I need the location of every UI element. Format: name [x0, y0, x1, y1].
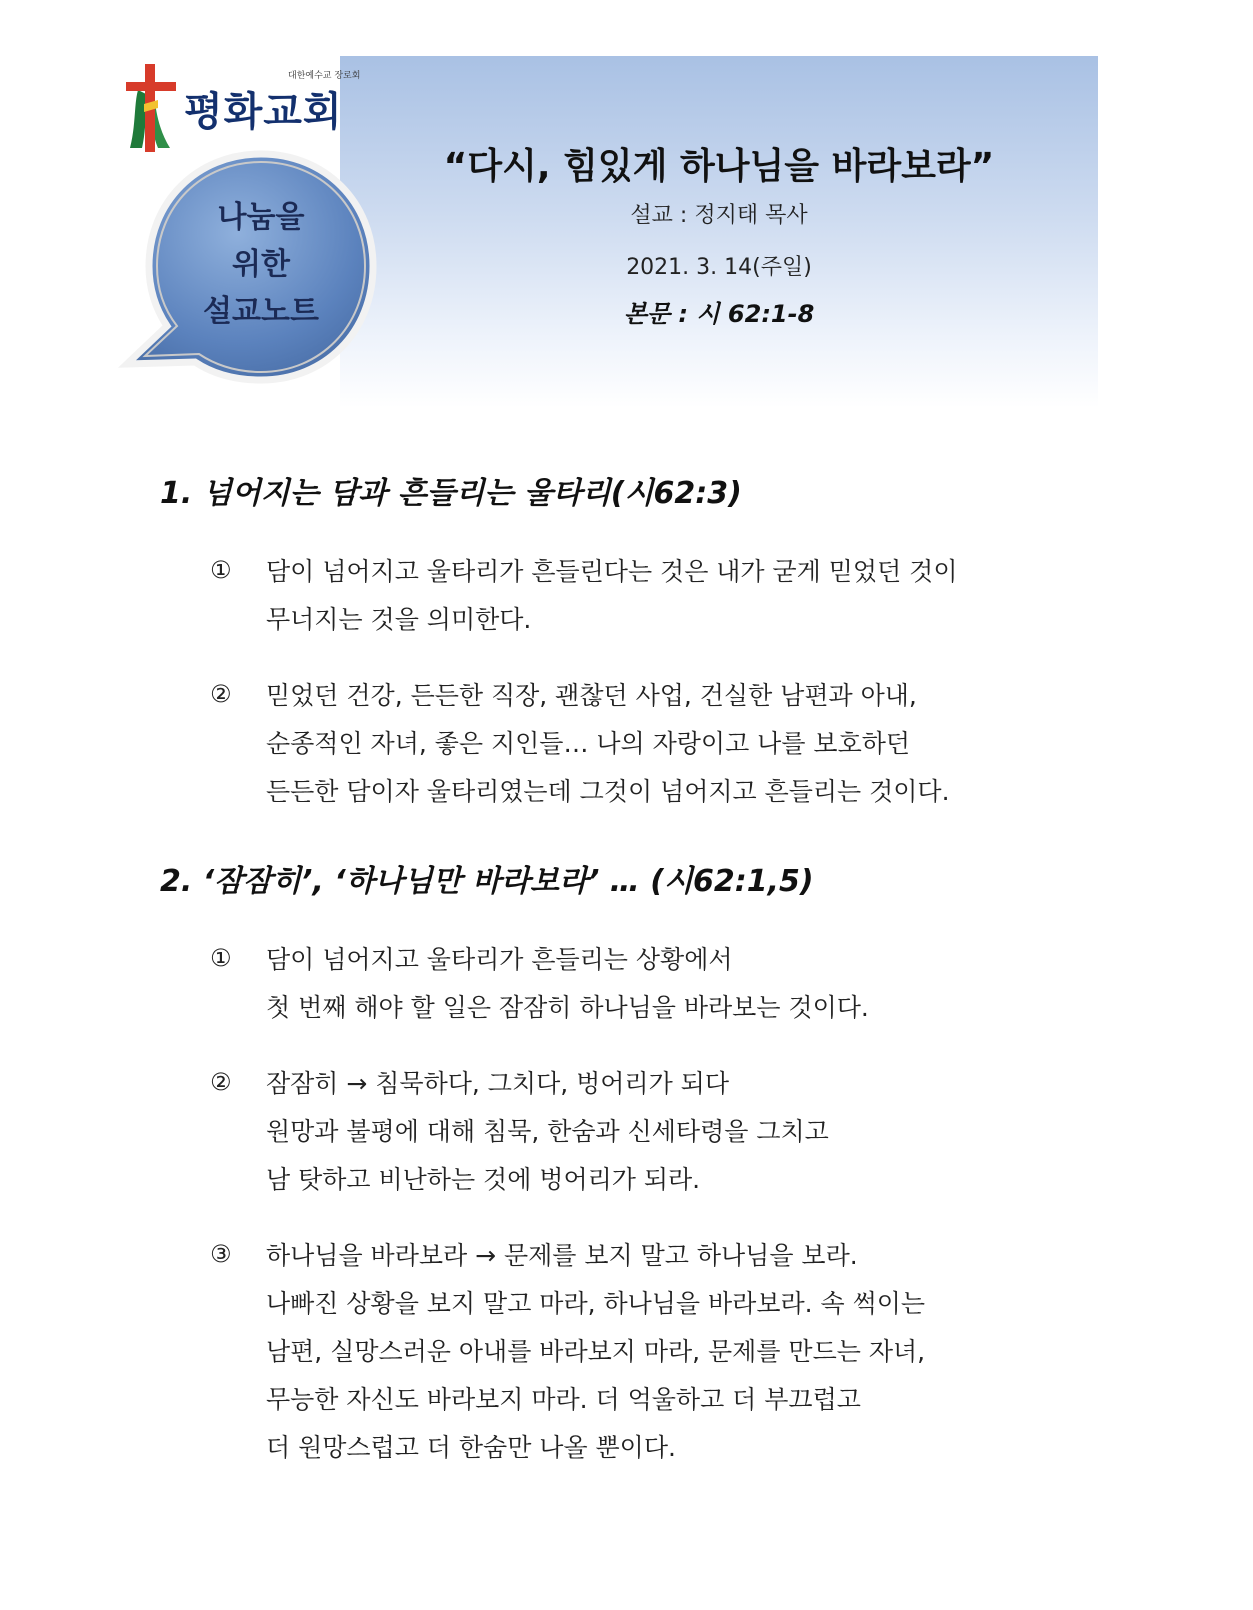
item-line: 남편, 실망스러운 아내를 바라보지 마라, 문제를 만드는 자녀, — [266, 1337, 926, 1366]
header-band — [340, 56, 1098, 408]
item-line: 순종적인 자녀, 좋은 지인들… 나의 자랑이고 나를 보호하던 — [266, 729, 911, 758]
item-line: 무능한 자신도 바라보지 마라. 더 억울하고 더 부끄럽고 — [266, 1385, 861, 1414]
item-text — [266, 936, 869, 1032]
item-line: 믿었던 건강, 든든한 직장, 괜찮던 사업, 건실한 남편과 아내, — [266, 681, 917, 710]
item-number: ① — [210, 556, 232, 584]
item-line: 담이 넘어지고 울타리가 흔들린다는 것은 내가 굳게 믿었던 것이 — [266, 557, 958, 586]
church-name: 평화교회 — [184, 89, 343, 135]
item-number: ② — [210, 1068, 232, 1096]
item-line: 나빠진 상황을 보지 말고 마라, 하나님을 바라보라. 속 썩이는 — [266, 1289, 926, 1318]
scripture-reference: 본문 : 시 62:1-8 — [623, 300, 815, 328]
item-line: 더 원망스럽고 더 한숨만 나올 뿐이다. — [266, 1433, 676, 1462]
item-line: 원망과 불평에 대해 침묵, 한숨과 신세타령을 그치고 — [266, 1117, 829, 1146]
cross-icon — [124, 64, 178, 152]
item-line: 남 탓하고 비난하는 것에 벙어리가 되라. — [266, 1165, 701, 1194]
church-logo — [124, 64, 361, 154]
item-number: ③ — [210, 1240, 232, 1268]
badge-line: 설교노트 — [203, 294, 319, 329]
item-line: 첫 번째 해야 할 일은 잠잠히 하나님을 바라보는 것이다. — [266, 993, 869, 1022]
item-number: ② — [210, 680, 232, 708]
item-line: 무너지는 것을 의미한다. — [266, 605, 532, 634]
section-heading: 2. ‘잠잠히’, ‘하나님만 바라보라’ … (시62:1,5) — [160, 864, 814, 899]
sermon-date: 2021. 3. 14(주일) — [626, 255, 812, 280]
item-text — [266, 1060, 829, 1204]
badge-line: 나눔을 — [217, 200, 305, 235]
sermon-title: “다시, 힘있게 하나님을 바라보라” — [443, 146, 995, 187]
item-line: 든든한 담이자 울타리였는데 그것이 넘어지고 흔들리는 것이다. — [266, 777, 950, 806]
item-text — [266, 672, 950, 816]
item-line: 담이 넘어지고 울타리가 흔들리는 상황에서 — [266, 945, 733, 974]
section-heading: 1. 넘어지는 담과 흔들리는 울타리(시62:3) — [160, 476, 742, 511]
item-line: 하나님을 바라보라 → 문제를 보지 말고 하나님을 보라. — [266, 1241, 858, 1270]
preacher-line: 설교 : 정지태 목사 — [630, 203, 808, 228]
denomination-label: 대한예수교 장로회 — [288, 71, 361, 81]
badge-line: 위한 — [232, 247, 290, 282]
item-text — [266, 1232, 925, 1472]
item-text — [266, 548, 957, 644]
item-number: ① — [210, 944, 232, 972]
item-line: 잠잠히 → 침묵하다, 그치다, 벙어리가 되다 — [266, 1069, 729, 1098]
